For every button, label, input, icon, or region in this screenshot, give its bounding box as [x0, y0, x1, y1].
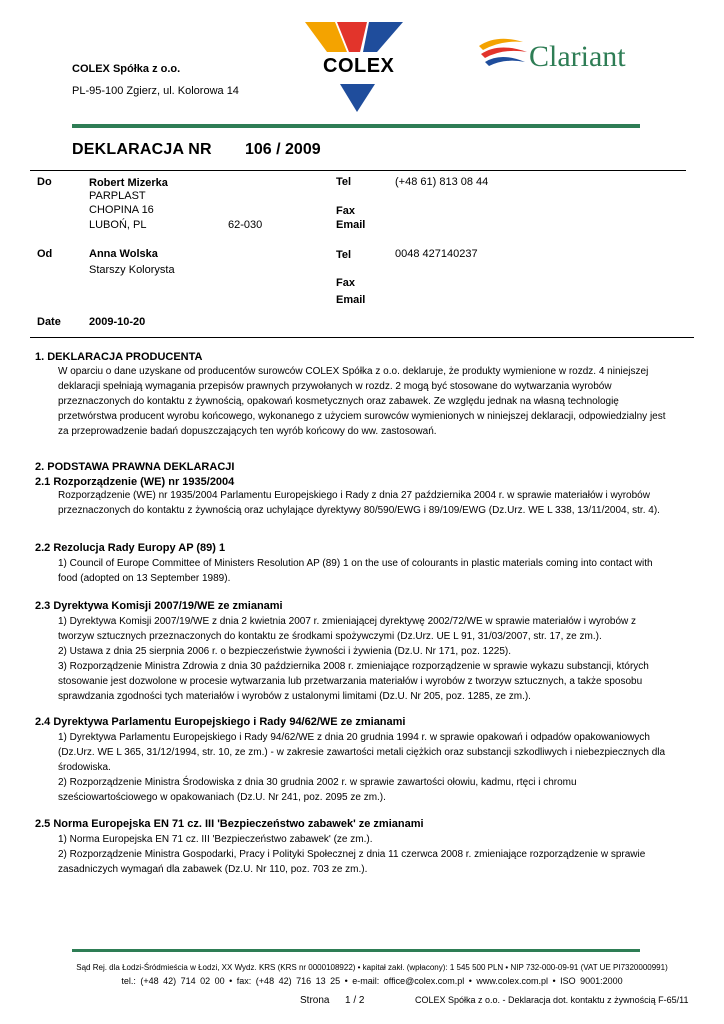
- section-2-3-line: 3) Rozporządzenie Ministra Zdrowia z dnia 30 października 2008 r. zmieniające rozporządzenie w sprawie wykazu substancji, których: [58, 661, 649, 672]
- divider: [30, 170, 686, 171]
- footer-contact: tel.: (+48 42) 714 02 00 • fax: (+48 42) 716 13 25 • e-mail: office@colex.com.pl • www.colex.com.pl • ISO 9001:2000: [121, 976, 623, 986]
- section-2-2-title: 2.2 Rezolucja Rady Europy AP (89) 1: [35, 542, 226, 554]
- section-2-5-line: 2) Rozporządzenie Ministra Gospodarki, Pracy i Polityki Społecznej z dnia 11 czerwca 2008 r. zmieniające rozporządzenie w sprawie: [58, 849, 646, 860]
- document-note: COLEX Spółka z o.o. - Deklaracja dot. kontaktu z żywnością F-65/11: [415, 995, 689, 1005]
- clariant-swoosh-icon: [477, 32, 529, 72]
- section-1-text: [58, 364, 668, 439]
- sender-email-label: Email: [336, 294, 366, 306]
- clariant-logo-text: Clariant: [529, 40, 626, 73]
- section-1-line: za przeprowadzenie badań dopuszczających ten wyrób końcowy do ww. zastosowań.: [58, 426, 437, 437]
- page-number: 1 / 2: [345, 995, 365, 1006]
- divider: [30, 337, 694, 338]
- date-label: Date: [37, 316, 61, 328]
- section-2-4-line: sześciowartościowego w opakowaniach (Dz.U. Nr 241, poz. 2095 ze zm.).: [58, 792, 386, 803]
- section-1-title: 1. DEKLARACJA PRODUCENTA: [35, 351, 203, 363]
- section-1-line: przeznaczonych do kontaktu z żywnością, opakowań kosmetycznych oraz zabawek. Ze względu jednak na własną technologię: [58, 396, 619, 407]
- sender-label: Od: [37, 248, 53, 260]
- section-2-3-line: 2) Ustawa z dnia 25 sierpnia 2006 r. o bezpieczeństwie żywności i żywienia (Dz.U. Nr 171, poz. 1225).: [58, 646, 511, 657]
- declaration-number: 106 / 2009: [245, 141, 321, 158]
- recipient-city: LUBOŃ, PL: [89, 219, 147, 231]
- sender-tel: 0048 427140237: [395, 248, 478, 260]
- recipient-postcode: 62-030: [228, 219, 263, 231]
- section-2-4-line: środowiska.: [58, 762, 111, 773]
- company-address: PL-95-100 Zgierz, ul. Kolorowa 14: [72, 85, 239, 97]
- section-2-5-text: [58, 832, 668, 877]
- section-2-title: 2. PODSTAWA PRAWNA DEKLARACJI: [35, 461, 235, 473]
- section-2-3-line: tworzyw sztucznych przeznaczonych do kontaktu ze środkami spożywczymi (Dz.Urz. UE L 91, 31/03/2007, str. 17, ze zm.).: [58, 631, 602, 642]
- section-2-3-title: 2.3 Dyrektywa Komisji 2007/19/WE ze zmianami: [35, 600, 283, 612]
- section-2-1-line: przeznaczonych do kontaktu z żywnością oraz uchylające dyrektywy 80/590/EWG i 89/109/EWG (Dz.Urz. WE L 338, 13/11/2004, str. 4).: [58, 505, 660, 516]
- recipient-tel-label: Tel: [336, 176, 352, 188]
- section-2-1-title: 2.1 Rozporządzenie (WE) nr 1935/2004: [35, 476, 235, 488]
- page-label: Strona: [300, 995, 330, 1006]
- company-name: COLEX Spółka z o.o.: [72, 63, 181, 75]
- section-1-line: W oparciu o dane uzyskane od producentów surowców COLEX Spółka z o.o. deklaruje, że produkty wymienione w rozdz. 4 niniejszej: [58, 366, 649, 377]
- sender-fax-label: Fax: [336, 277, 355, 289]
- recipient-fax-label: Fax: [336, 205, 355, 217]
- recipient-company: PARPLAST: [89, 190, 146, 202]
- recipient-tel: (+48 61) 813 08 44: [395, 176, 489, 188]
- section-2-5-line: zasadniczych wymagań dla zabawek (Dz.U. Nr 110, poz. 703 ze zm.).: [58, 864, 368, 875]
- section-2-3-line: sprawdzania zgodności tych materiałów i wyrobów z ustalonymi limitami (Dz.U. Nr 205, poz. 1285, ze zm.).: [58, 691, 531, 702]
- section-2-5-title: 2.5 Norma Europejska EN 71 cz. III 'Bezpieczeństwo zabawek' ze zmianami: [35, 818, 424, 830]
- section-2-4-line: 2) Rozporządzenie Ministra Środowiska z dnia 30 grudnia 2002 r. w sprawie zawartości ołowiu, kadmu, rtęci i chromu: [58, 777, 577, 788]
- section-2-4-text: [58, 730, 668, 805]
- section-2-4-line: 1) Dyrektywa Parlamentu Europejskiego i Rady 94/62/WE z dnia 20 grudnia 1994 r. w sprawie opakowań i odpadów opakowaniowych: [58, 732, 650, 743]
- declaration-title: DEKLARACJA NR: [72, 141, 212, 158]
- sender-tel-label: Tel: [336, 249, 352, 261]
- section-2-3-line: stosowanie jest dozwolone w procesie wytwarzania lub przetwarzania materiałów i wyrobów z tworzyw sztucznych, a także sposobu: [58, 676, 643, 687]
- section-2-5-line: 1) Norma Europejska EN 71 cz. III 'Bezpieczeństwo zabawek' (ze zm.).: [58, 834, 373, 845]
- section-2-2-line: food (adopted on 13 September 1989).: [58, 573, 231, 584]
- section-2-1-line: Rozporządzenie (WE) nr 1935/2004 Parlamentu Europejskiego i Rady z dnia 27 października 2004 r. w sprawie materiałów i wyrobów: [58, 490, 650, 501]
- colex-logo-text: COLEX: [323, 55, 395, 77]
- section-2-3-text: [58, 614, 668, 704]
- header-divider: [72, 124, 640, 128]
- date-value: 2009-10-20: [89, 316, 146, 328]
- recipient-email-label: Email: [336, 219, 366, 231]
- sender-name: Anna Wolska: [89, 248, 158, 260]
- recipient-label: Do: [37, 176, 52, 188]
- recipient-street: CHOPINA 16: [89, 204, 154, 216]
- footer-legal: Sąd Rej. dla Łodzi-Śródmieścia w Łodzi, XX Wydz. KRS (KRS nr 0000108922) • kapitał zakł. (wpłacony): 1 545 500 PLN • NIP 732-000-09-91 (VAT UE PI7320000991): [76, 963, 668, 972]
- section-2-1-text: [58, 488, 668, 518]
- colex-logo: [305, 22, 410, 114]
- section-2-4-title: 2.4 Dyrektywa Parlamentu Europejskiego i Rady 94/62/WE ze zmianami: [35, 716, 406, 728]
- section-2-4-line: (Dz.Urz. WE L 365, 31/12/1994, str. 10, ze zm.) - w zakresie zawartości metali ciężkich oraz substancji szkodliwych i niebezpiecznych dla: [58, 747, 666, 758]
- clariant-logo: [477, 30, 642, 80]
- recipient-name: Robert Mizerka: [89, 177, 168, 189]
- section-1-line: deklaracji spełniają wymagania przepisów prawnych przywołanych w rozdz. 2 mogą być stosowane do wytwarzania wyrobów: [58, 381, 612, 392]
- section-1-line: przetwórstwa producent wyrobu końcowego, wykonanego z użyciem surowców wymienionych w niniejszej deklaracji, odpowiedzialny jest: [58, 411, 666, 422]
- footer-divider: [72, 949, 640, 952]
- section-2-3-line: 1) Dyrektywa Komisji 2007/19/WE z dnia 2 kwietnia 2007 r. zmieniającej dyrektywę 2002/72/WE w sprawie materiałów i wyrobów z: [58, 616, 637, 627]
- section-2-2-line: 1) Council of Europe Committee of Ministers Resolution AP (89) 1 on the use of colourants in plastic materials coming into contact with: [58, 558, 653, 569]
- section-2-2-text: [58, 556, 668, 586]
- sender-position: Starszy Kolorysta: [89, 264, 175, 276]
